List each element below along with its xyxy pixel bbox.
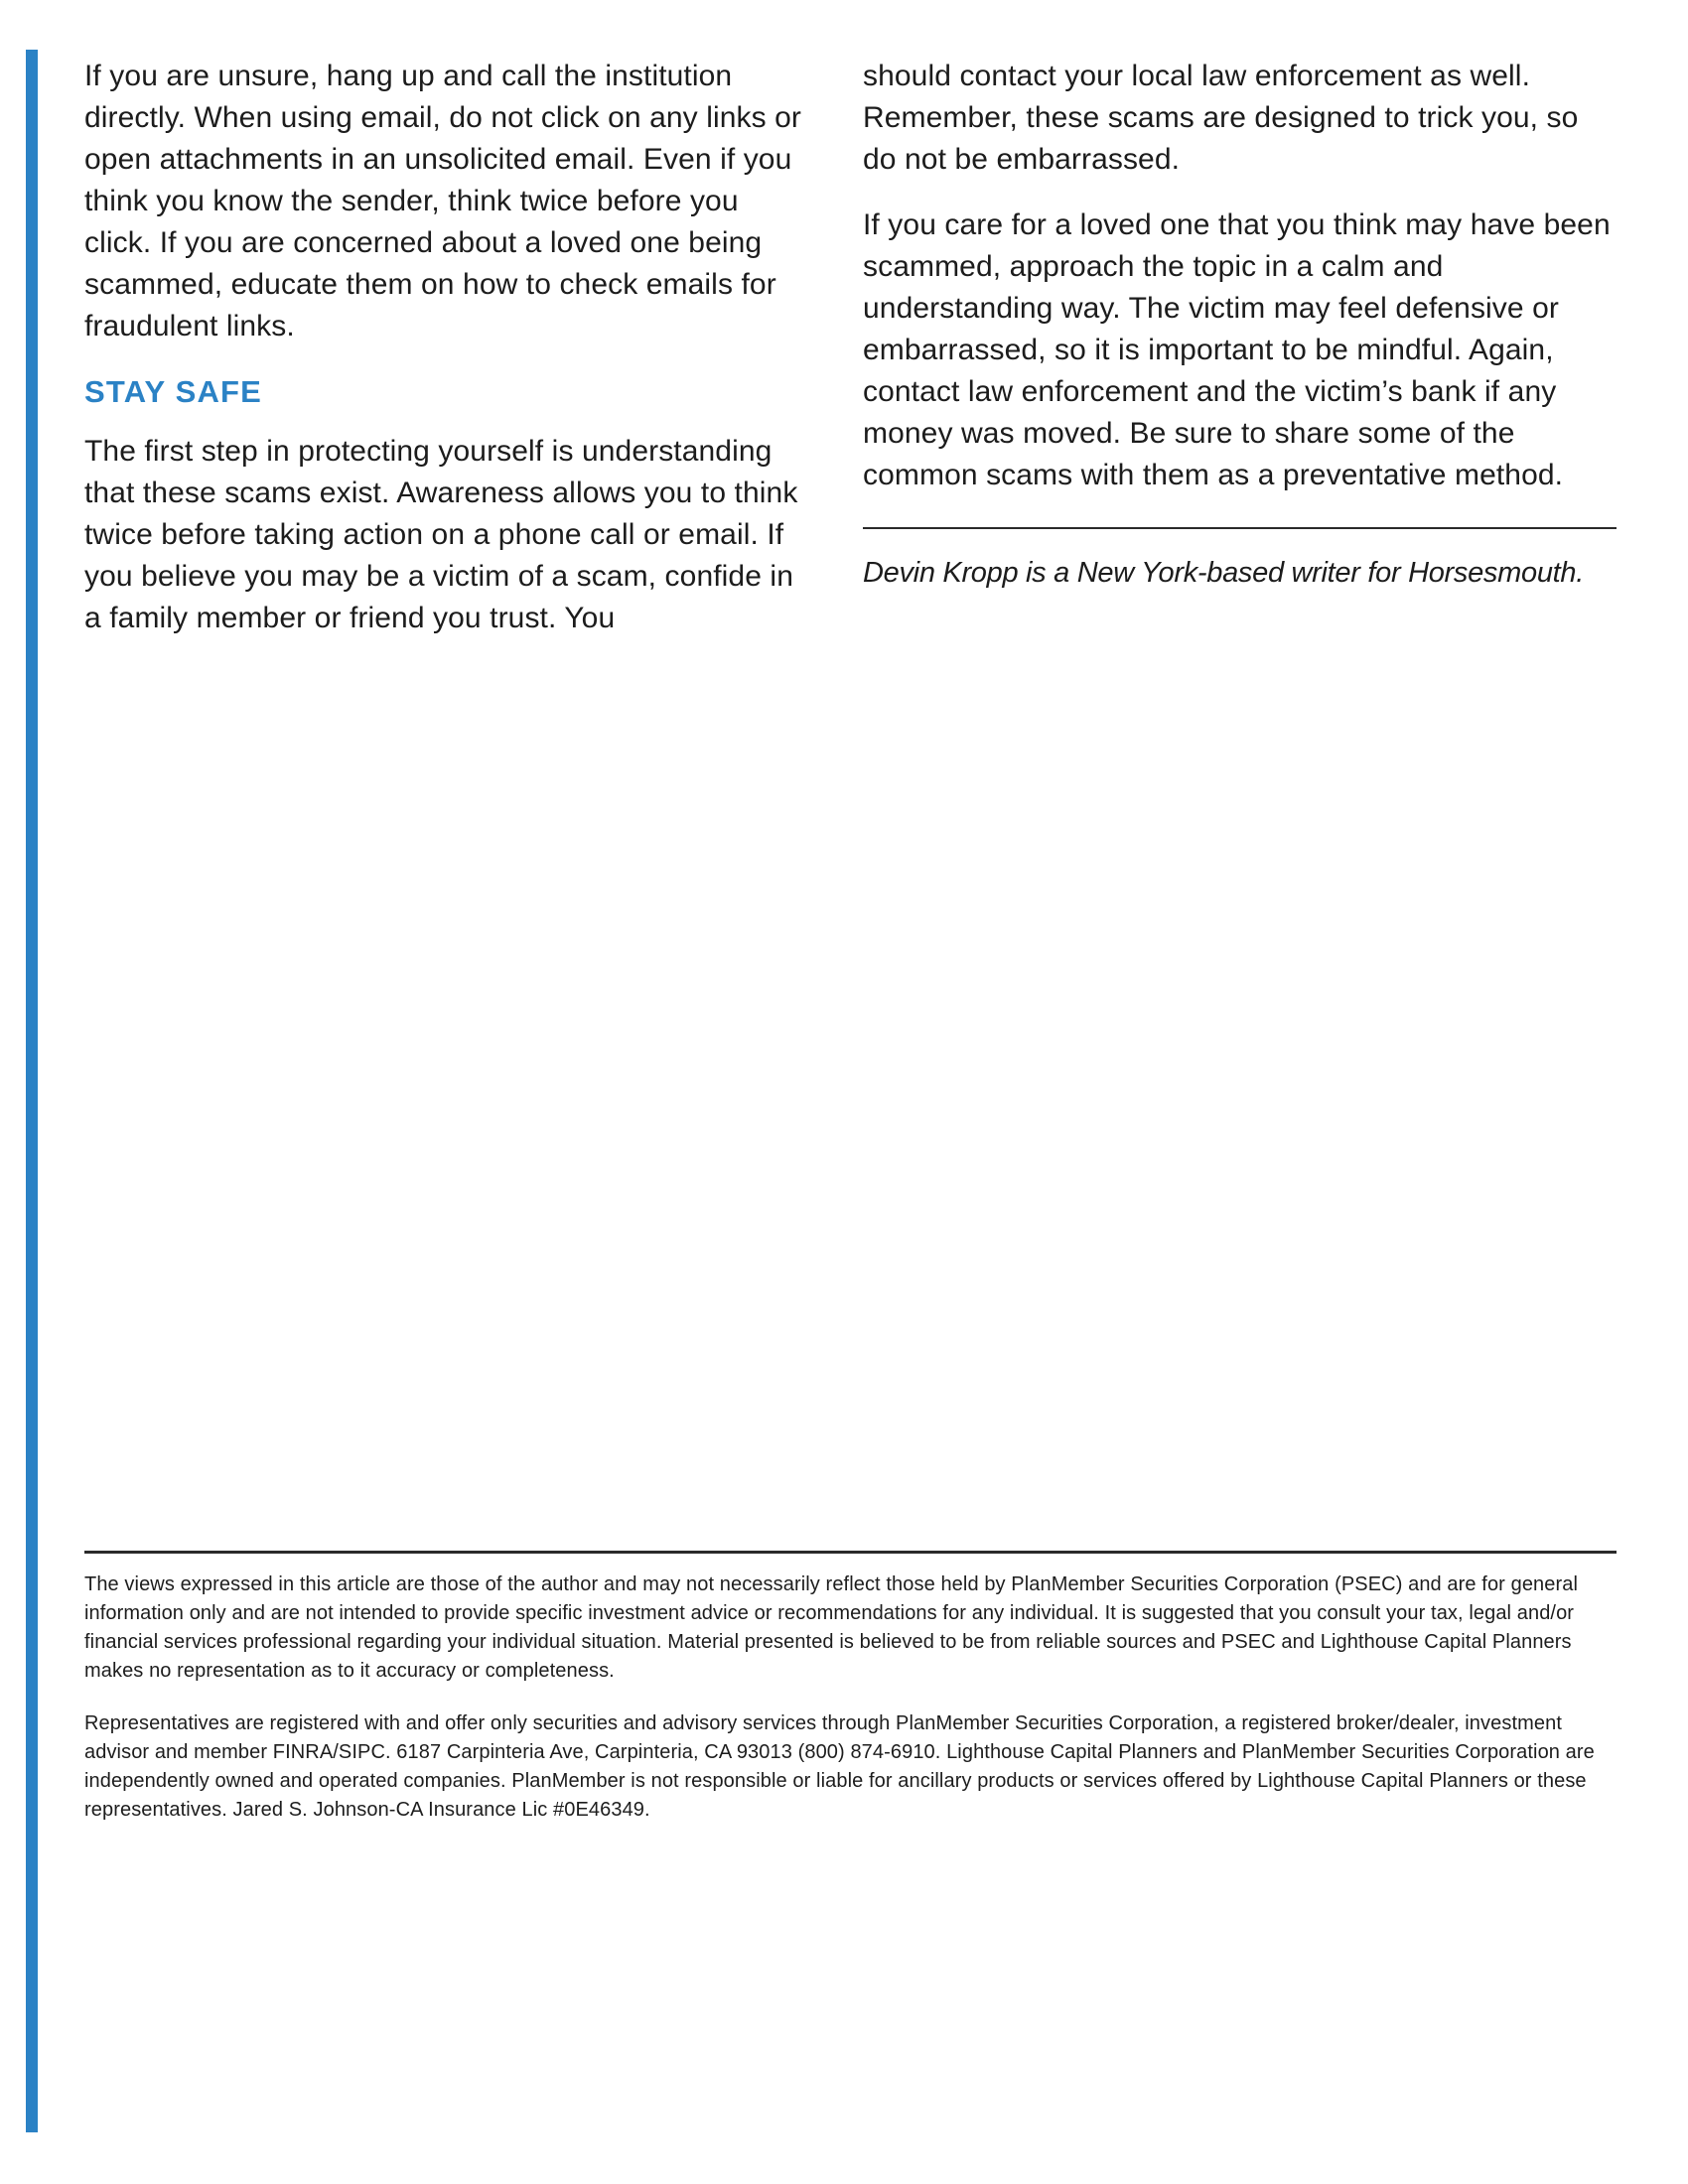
stay-safe-heading: STAY SAFE xyxy=(84,374,263,409)
page-accent-bar xyxy=(26,50,38,2132)
paragraph-protect-yourself: The first step in protecting yourself is understanding that these scams exist. Awareness allows you to think twice before taking action on a phone call or email. If you believe you may be a victim of a scam, confide in a family member or friend you trust. You xyxy=(84,435,798,634)
article-body xyxy=(84,56,1617,639)
disclaimer-representatives: Representatives are registered with and offer only securities and advisory services through PlanMember Securities Corporation, a registered broker/dealer, investment advisor and member FINRA/SIPC. 6187 Carpinteria Ave, Carpinteria, CA 93013 (800) 874-6910. Lighthouse Capital Planners and PlanMember Securities Corporation are independently owned and operated companies. PlanMember is not responsible or liable for ancillary products or services offered by Lighthouse Capital Planners or these representatives. Jared S. Johnson-CA Insurance Lic #0E46349. xyxy=(84,1712,1595,1821)
article-column-left xyxy=(84,56,804,639)
byline-divider xyxy=(863,527,1617,529)
compliance-footer xyxy=(84,1551,1617,1825)
paragraph-loved-one: If you care for a loved one that you think may have been scammed, approach the topic in a calm and understanding way. The victim may feel defensive or embarrassed, so it is important to be mindful. Again, contact law enforcement and the victim’s bank if any money was moved. Be sure to share some of the common scams with them as a preventative method. xyxy=(863,208,1611,491)
paragraph-law-enforcement: should contact your local law enforcement as well. Remember, these scams are designed to trick you, so do not be embarrassed. xyxy=(863,60,1579,176)
article-column-right xyxy=(863,56,1617,591)
disclaimer-views: The views expressed in this article are those of the author and may not necessarily reflect those held by PlanMember Securities Corporation (PSEC) and are for general information only and are not intended to provide specific investment advice or recommendations for any individual. It is suggested that you consult your tax, legal and/or financial services professional regarding your individual situation. Material presented is believed to be from reliable sources and PSEC and Lighthouse Capital Planners makes no representation as to it accuracy or completeness. xyxy=(84,1573,1579,1682)
author-byline: Devin Kropp is a New York-based writer for Horsesmouth. xyxy=(863,557,1584,589)
paragraph-email-caution: If you are unsure, hang up and call the institution directly. When using email, do not click on any links or open attachments in an unsolicited email. Even if you think you know the sender, think twice before you click. If you are concerned about a loved one being scammed, educate them on how to check emails for fraudulent links. xyxy=(84,60,802,342)
article-columns xyxy=(84,56,1617,639)
